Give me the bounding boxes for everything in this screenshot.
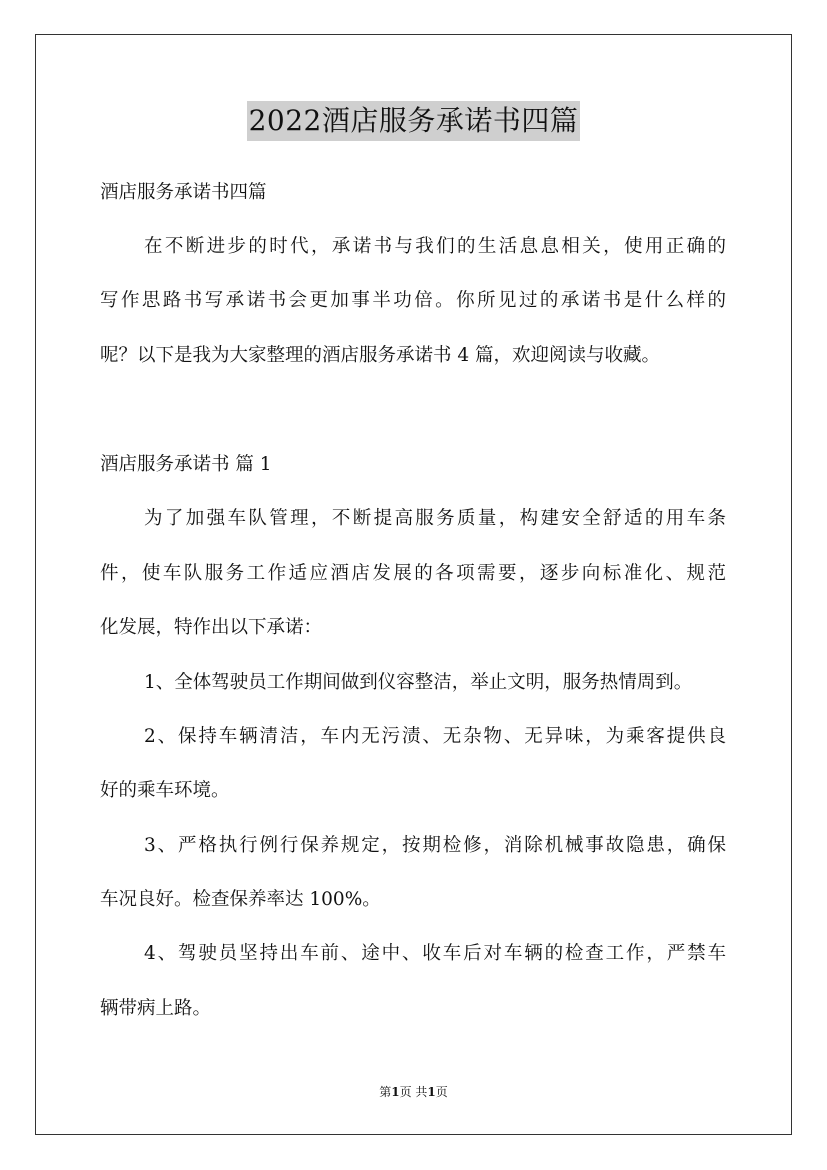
list-item-continuation: 辆带病上路。 (100, 998, 212, 1019)
list-item-continuation: 车况良好。检查保养率达 100%。 (100, 889, 381, 910)
footer-page-number: 1 (391, 1085, 400, 1099)
footer-mid: 页 共 (399, 1085, 428, 1099)
list-item: 1、全体驾驶员工作期间做到仪容整洁，举止文明，服务热情周到。 (144, 672, 693, 693)
list-item: 2、保持车辆清洁，车内无污渍、无杂物、无异味，为乘客提供良 (144, 726, 726, 747)
paragraph-line: 件，使车队服务工作适应酒店发展的各项需要，逐步向标准化、规范 (100, 563, 726, 584)
list-item: 3、严格执行例行保养规定，按期检修，消除机械事故隐患，确保 (144, 835, 726, 856)
paragraph-line: 化发展，特作出以下承诺： (100, 617, 323, 638)
footer-suffix: 页 (435, 1085, 448, 1099)
section-heading: 酒店服务承诺书 篇 1 (100, 454, 272, 475)
list-item-continuation: 好的乘车环境。 (100, 780, 230, 801)
paragraph-line: 为了加强车队管理，不断提高服务质量，构建安全舒适的用车条 (144, 508, 726, 529)
paragraph-line: 写作思路书写承诺书会更加事半功倍。你所见过的承诺书是什么样的 (100, 290, 726, 311)
footer-page-total: 1 (427, 1085, 436, 1099)
page-footer (0, 1083, 827, 1100)
paragraph-line: 在不断进步的时代，承诺书与我们的生活息息相关，使用正确的 (144, 236, 726, 257)
title-container (0, 101, 827, 141)
document-title: 2022酒店服务承诺书四篇 (247, 101, 581, 141)
subtitle-line: 酒店服务承诺书四篇 (100, 182, 267, 203)
paragraph-line: 呢？以下是我为大家整理的酒店服务承诺书 4 篇，欢迎阅读与收藏。 (100, 345, 661, 366)
list-item: 4、驾驶员坚持出车前、途中、收车后对车辆的检查工作，严禁车 (144, 943, 726, 964)
footer-prefix: 第 (379, 1085, 392, 1099)
